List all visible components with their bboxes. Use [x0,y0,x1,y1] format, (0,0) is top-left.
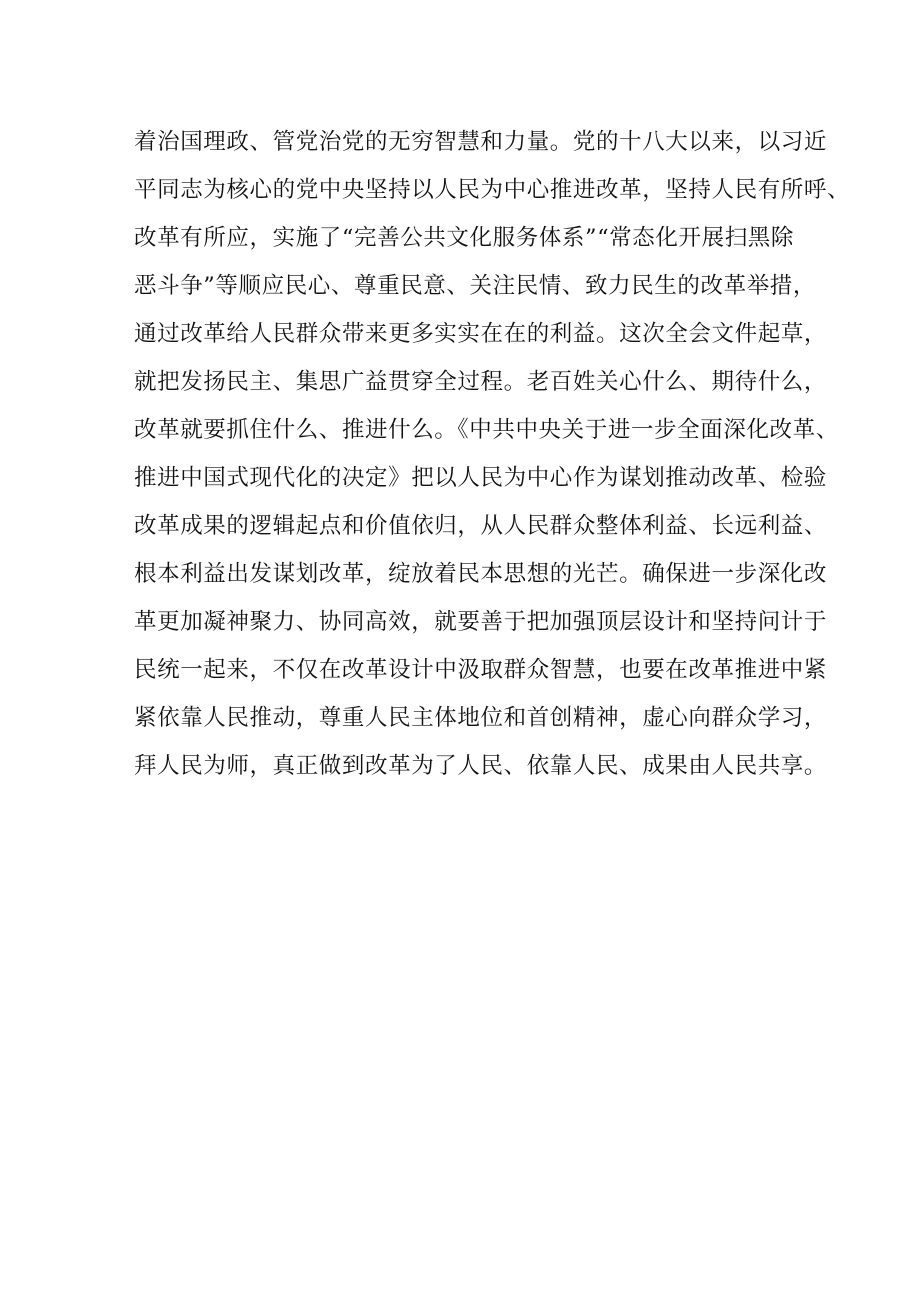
text-line: 通过改革给人民群众带来更多实实在在的利益。这次全会文件起草， [134,321,828,347]
text-line: 紧依靠人民推动，尊重人民主体地位和首创精神，虚心向群众学习， [134,705,828,731]
text-line: 改革就要抓住什么、推进什么。《中共中央关于进一步全面深化改革、 [134,417,839,443]
text-line: 根本利益出发谋划改革，绽放着民本思想的光芒。确保进一步深化改 [134,561,828,587]
text-line: 着治国理政、管党治党的无穷智慧和力量。党的十八大以来，以习近 [134,129,828,155]
body-paragraph [134,118,851,790]
text-line: 就把发扬民主、集思广益贯穿全过程。老百姓关心什么、期待什么， [134,369,828,395]
text-line: 改革成果的逻辑起点和价值依归，从人民群众整体利益、长远利益、 [134,513,828,539]
text-line: 改革有所应，实施了“完善公共文化服务体系”“常态化开展扫黑除 [134,225,795,251]
text-line: 民统一起来，不仅在改革设计中汲取群众智慧，也要在改革推进中紧 [134,657,828,683]
text-line: 平同志为核心的党中央坚持以人民为中心推进改革，坚持人民有所呼、 [134,177,851,203]
text-line: 拜人民为师，真正做到改革为了人民、依靠人民、成果由人民共享。 [134,753,828,779]
text-line: 推进中国式现代化的决定》把以人民为中心作为谋划推动改革、检验 [134,465,828,491]
text-line: 革更加凝神聚力、协同高效，就要善于把加强顶层设计和坚持问计于 [134,609,828,635]
text-line: 恶斗争”等顺应民心、尊重民意、关注民情、致力民生的改革举措， [134,273,817,299]
